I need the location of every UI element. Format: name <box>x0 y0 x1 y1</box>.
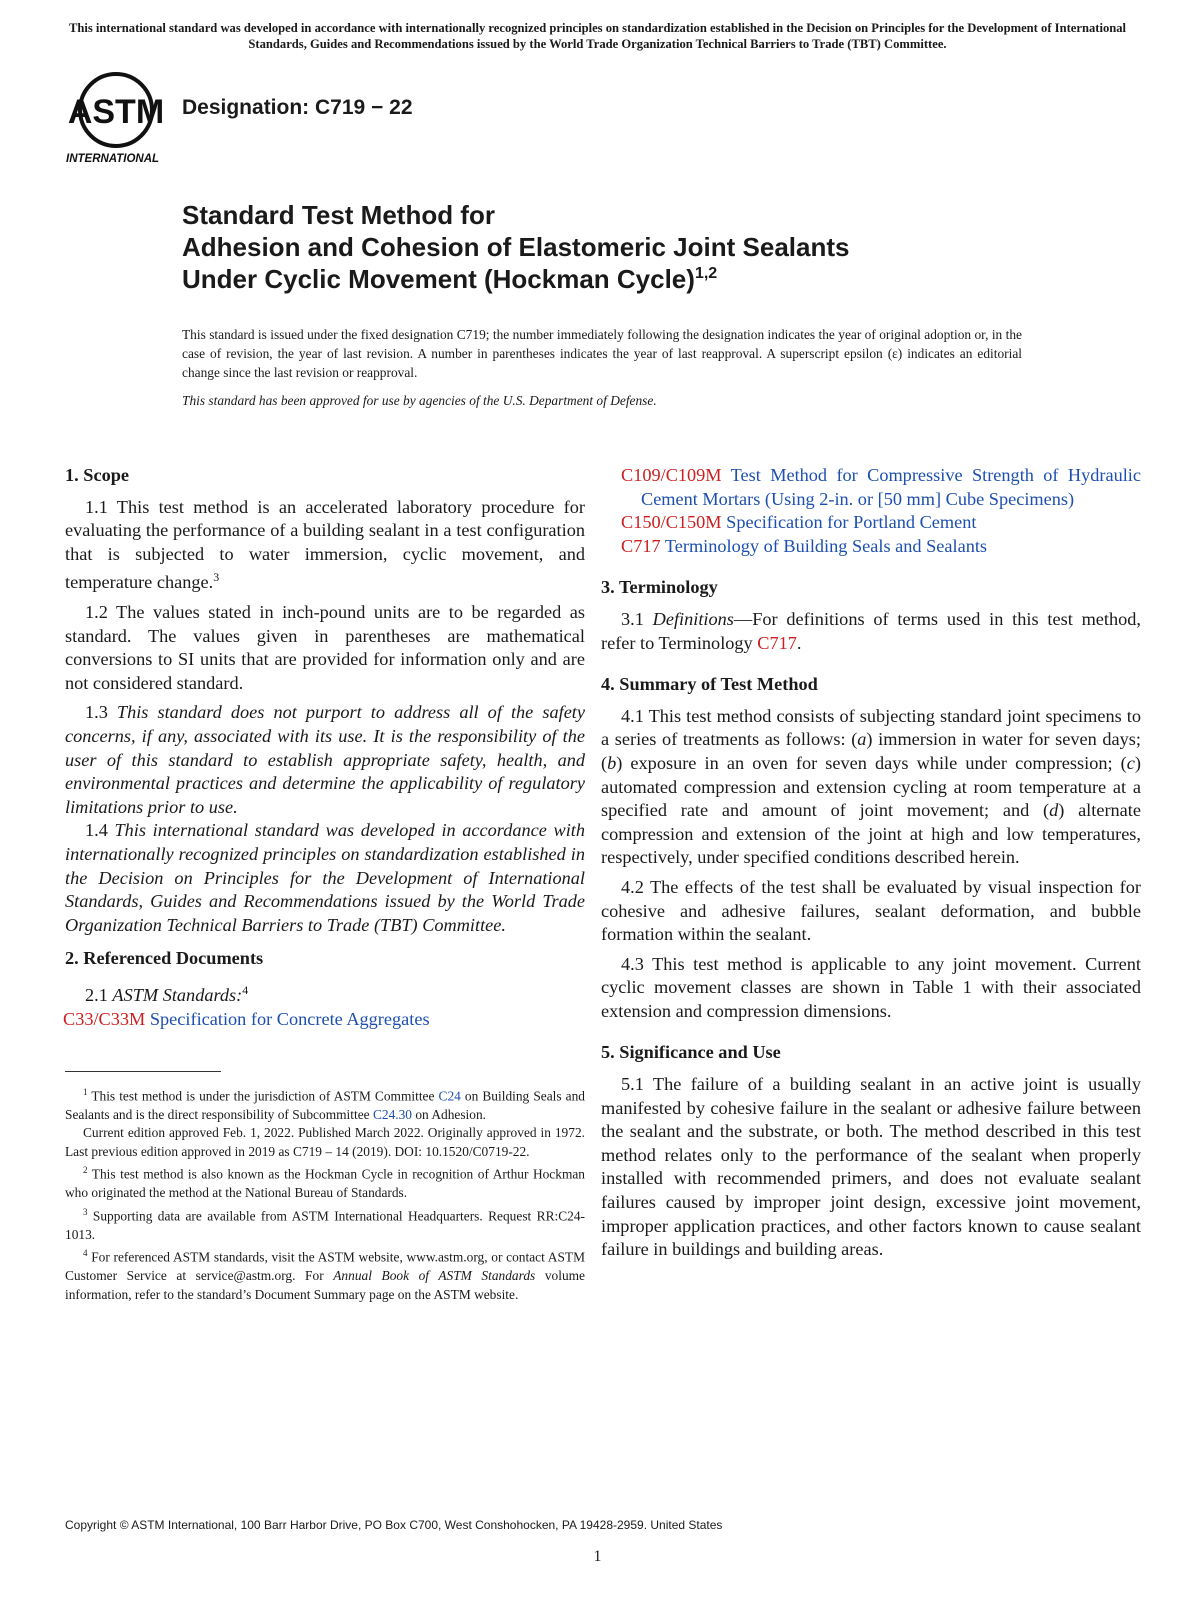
committee-link[interactable]: C24 <box>438 1088 461 1104</box>
copyright-notice: Copyright © ASTM International, 100 Barr Harbor Drive, PO Box C700, West Conshohocken, PA 19428-2959. United States <box>65 1518 723 1532</box>
footnote-4: $^4$ For referenced ASTM standards, visit the ASTM website, www.astm.org, or contact ASTM Customer Service at service@astm.org. For Annual Book of ASTM Standards volume information, refer to the standard’s Document Summary page on the ASTM website. <box>65 1248 585 1302</box>
footnotes <box>65 1083 585 1304</box>
paragraph-1-2: 1.2 The values stated in inch-pound units are to be regarded as standard. The values given in parentheses are mathematical conversions to SI units that are provided for information only and are not considered standard. <box>65 602 585 693</box>
logo-subtext: INTERNATIONAL <box>66 153 160 165</box>
left-column <box>65 464 585 1031</box>
document-title <box>182 199 1062 295</box>
right-column <box>601 464 1141 1262</box>
paragraph-1-4: 1.4 This international standard was developed in accordance with internationally recognized principles on standardization established in the Decision on Principles for the Development of International Standards, Guides and Recommendations issued by the World Trade Organization Technical Barriers to Trade (TBT) Committee. <box>65 820 586 935</box>
paragraph-4-3: 4.3 This test method is applicable to any joint movement. Current cyclic movement classes are shown in Table 1 with their associated extension and compression dimensions. <box>601 953 1141 1021</box>
paragraph-1-1: 1.1 This test method is an accelerated laboratory procedure for evaluating the performance of a building sealant in a test configuration that is subjected to water immersion, cyclic movement, and temperature change.$^3$ <box>65 496 585 593</box>
dod-notice: This standard has been approved for use by agencies of the U.S. Department of Defense. <box>182 393 657 408</box>
footnote-divider <box>65 1071 221 1072</box>
title-footnote-ref: 1,2 <box>694 265 718 282</box>
reference-link[interactable]: C150/C150M Specification for Portland Cement <box>621 512 977 533</box>
reference-link[interactable]: C109/C109M Test Method for Compressive Strength of Hydraulic Cement Mortars (Using 2-in. or [50 mm] Cube Specimens) <box>621 465 1141 509</box>
reference-link[interactable]: C33/C33M Specification for Concrete Aggregates <box>63 1008 430 1029</box>
section-heading-terminology: 3. Terminology <box>601 577 718 598</box>
title-line-1: Standard Test Method for <box>182 200 495 230</box>
paragraph-4-1: 4.1 This test method consists of subjecting standard joint specimens to a series of treatments as follows: (a) immersion in water for seven days; (b) exposure in an oven for seven days while under compression; (c) automated compression and extension cycling at room temperature at a specified rate and amount of joint movement; and (d) alternate compression and extension of the joint at high and low temperatures, respectively, under specified conditions described herein. <box>601 705 1141 868</box>
section-heading-scope: 1. Scope <box>65 465 129 485</box>
footnote-edition: Current edition approved Feb. 1, 2022. Published March 2022. Originally approved in 1972. Last previous edition approved in 2019 as C719 – 14 (2019). DOI: 10.1520/C0719-22. <box>65 1125 585 1159</box>
paragraph-1-3: 1.3 This standard does not purport to address all of the safety concerns, if any, associated with its use. It is the responsibility of the user of this standard to establish appropriate safety, health, and environmental practices and determine the applicability of regulatory limitations prior to use. <box>65 702 585 817</box>
paragraph-2-1: 2.1 ASTM Standards:$^4$ <box>85 982 249 1006</box>
subcommittee-link[interactable]: C24.30 <box>372 1106 412 1122</box>
paragraph-4-2: 4.2 The effects of the test shall be evaluated by visual inspection for cohesive and adhesive failures, sealant deformation, and bubble formation within the sealant. <box>601 876 1141 945</box>
footnote-1: $^1$ This test method is under the jurisdiction of ASTM Committee C24 on Building Seals and Sealants and is the direct responsibility of Subcommittee C24.30 on Adhesion. <box>65 1087 585 1122</box>
designation: Designation: C719 − 22 <box>182 96 413 119</box>
page-number: 1 <box>593 1548 602 1565</box>
section-heading-significance: 5. Significance and Use <box>601 1042 781 1063</box>
issuance-notice: This standard is issued under the fixed designation C719; the number immediately following the designation indicates the year of original adoption or, in the case of revision, the year of last revision. A number in parentheses indicates the year of last reapproval. A superscript epsilon (ε) indicates an editorial change since the last revision or reapproval. <box>182 327 1022 380</box>
section-heading-referenced: 2. Referenced Documents <box>65 948 264 969</box>
paragraph-5-1: 5.1 The failure of a building sealant in an active joint is usually manifested by cohesive failure in the sealant or adhesive failure between the sealant and the substrate, or both. The method described in this test method relates only to the performance of the sealant when properly installed with recommended primers, and does not evaluate sealant failures caused by improper joint design, excessive joint movement, improper application practices, and other factors known to cause sealant failure in buildings and building areas. <box>601 1074 1141 1260</box>
paragraph-3-1: 3.1 Definitions—For definitions of terms used in this test method, refer to Terminology C717. <box>601 608 1141 653</box>
title-line-2: Adhesion and Cohesion of Elastomeric Joint Sealants <box>182 232 850 262</box>
title-line-3: Under Cyclic Movement (Hockman Cycle) <box>182 264 695 294</box>
footnote-3: $^3$ Supporting data are available from ASTM International Headquarters. Request RR:C24-1013. <box>65 1206 585 1242</box>
section-heading-summary: 4. Summary of Test Method <box>601 674 818 695</box>
terminology-link[interactable]: C717 <box>757 632 797 653</box>
logo-letters: ASTM <box>67 93 165 131</box>
reference-link[interactable]: C717 Terminology of Building Seals and Sealants <box>621 535 988 556</box>
tbt-notice: This international standard was developed in accordance with internationally recognized principles on standardization established in the Decision on Principles for the Development of International Standards, Guides and Recommendations issued by the World Trade Organization Technical Barriers to Trade (TBT) Committee. <box>68 21 1127 51</box>
footnote-2: $^2$ This test method is also known as the Hockman Cycle in recognition of Arthur Hockman who originated the method at the National Bureau of Standards. <box>65 1165 585 1201</box>
astm-logo <box>64 70 168 166</box>
